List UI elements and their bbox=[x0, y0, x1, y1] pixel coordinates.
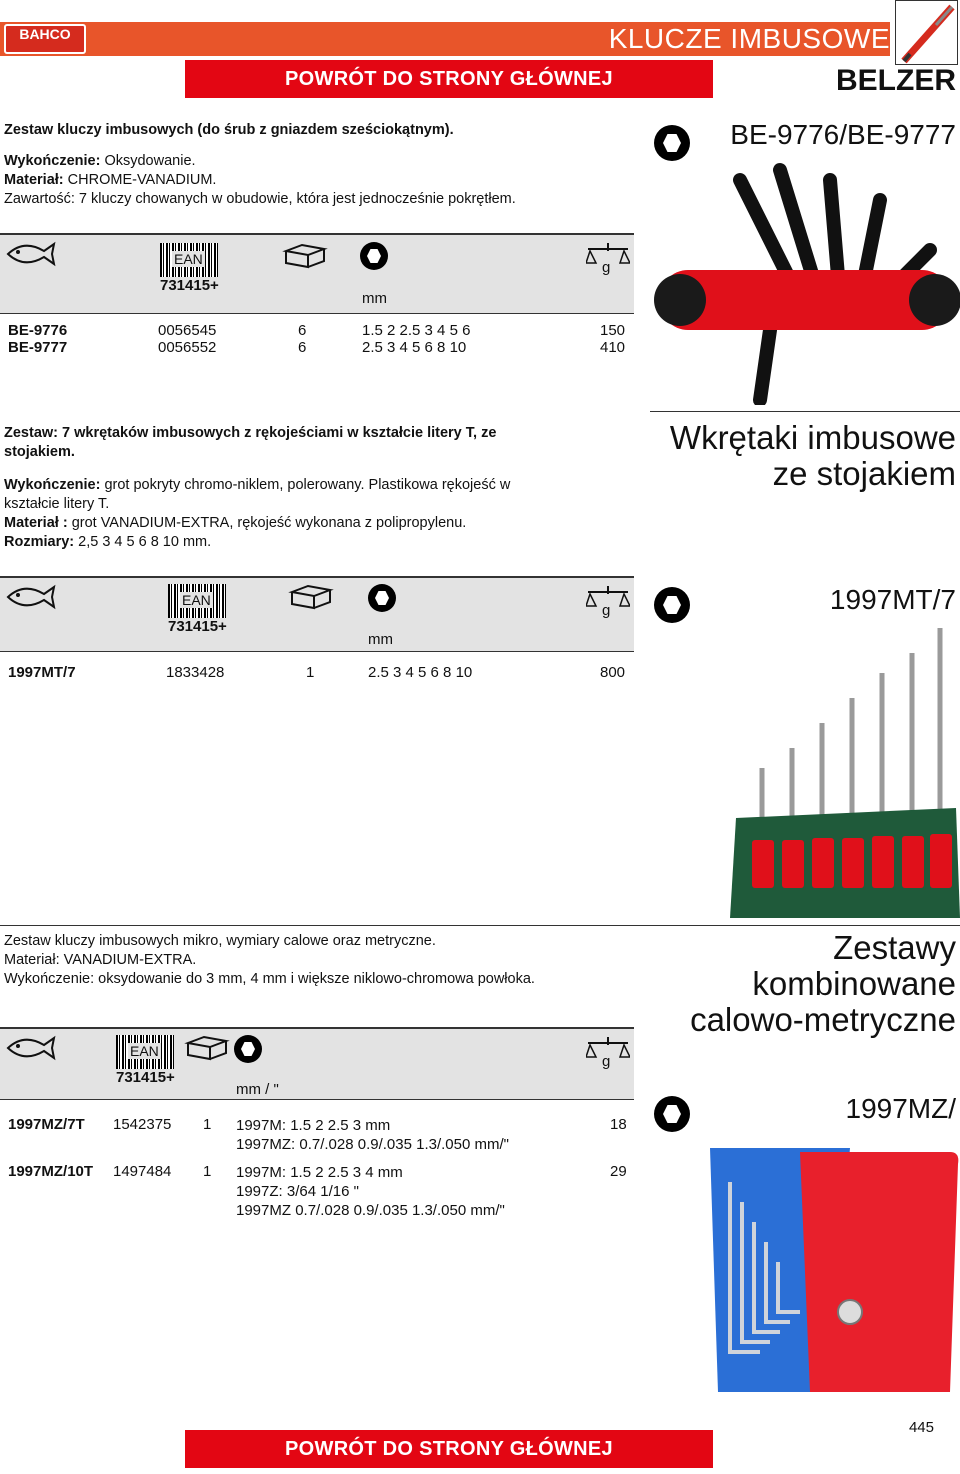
section2-desc: Zestaw: 7 wkrętaków imbusowych z rękojeściami w kształcie litery T, ze stojakiem. Wykończenie: grot pokryty chromo-niklem, polerowany. Plastikowa rękojeść w kształcie litery T. Materiał : grot VANADIUM-EXTRA, rękojeść wykonana z polipropylenu. Rozmiary: 2,5 3 4 5 6 8 10 mm. bbox=[4, 425, 511, 550]
section3-table-header bbox=[0, 1027, 634, 1100]
bahco-logo: BAHCO bbox=[4, 24, 86, 54]
table-row-sizes: 2.5 3 4 5 6 8 10 bbox=[368, 664, 473, 681]
table-row-weight: 29 bbox=[610, 1163, 627, 1180]
table-row-ean: 0056552 bbox=[158, 339, 217, 356]
divider bbox=[0, 925, 960, 926]
section2-title: Wkrętaki imbusowe ze stojakiem bbox=[669, 419, 956, 492]
section3-model: 1997MZ/ bbox=[845, 1093, 956, 1124]
fish-icon bbox=[6, 1035, 56, 1061]
table-row-sizes: 1997M: 1.5 2 2.5 3 mm 1997MZ: 0.7/.028 0.9/.035 1.3/.050 mm/" bbox=[236, 1117, 509, 1153]
section1-desc: Zestaw kluczy imbusowych (do śrub z gniazdem sześciokątnym). Wykończenie: Oksydowanie. Materiał: CHROME-VANADIUM. Zawartość: 7 kluczy chowanych w obudowie, która jest jednocześnie pokrętłem. bbox=[4, 122, 516, 207]
mm-label: mm / " bbox=[236, 1081, 279, 1098]
hex-socket-icon bbox=[654, 125, 690, 161]
hex-icon bbox=[368, 584, 396, 612]
hex-socket-icon bbox=[654, 1096, 690, 1132]
hex-icon bbox=[234, 1035, 262, 1063]
table-row-weight: 18 bbox=[610, 1116, 627, 1133]
category-title: KLUCZE IMBUSOWE bbox=[608, 23, 890, 54]
ean-prefix: 731415+ bbox=[168, 618, 227, 635]
barcode-icon: EAN bbox=[160, 243, 218, 277]
brand-name: BELZER bbox=[836, 64, 956, 97]
page-number: 445 bbox=[908, 1419, 934, 1436]
table-row-qty: 1 bbox=[203, 1163, 212, 1180]
table-row-weight: 150 bbox=[600, 322, 626, 339]
table-row-ean: 1542375 bbox=[113, 1116, 172, 1133]
table-row-sizes: 2.5 3 4 5 6 8 10 bbox=[362, 339, 467, 356]
table-row-qty: 1 bbox=[203, 1116, 212, 1133]
section3-desc: Zestaw kluczy imbusowych mikro, wymiary calowe oraz metryczne. Materiał: VANADIUM-EXTRA. Wykończenie: oksydowanie do 3 mm, 4 mm i większe niklowo-chromowa powłoka. bbox=[4, 933, 535, 987]
table-row-weight: 410 bbox=[600, 339, 626, 356]
table-row-ean: 1833428 bbox=[166, 664, 225, 681]
product-image-t-handle-stand bbox=[726, 618, 960, 918]
table-row-code: 1997MT/7 bbox=[8, 664, 76, 681]
fish-icon bbox=[6, 584, 56, 610]
table-row-ean: 1497484 bbox=[113, 1163, 172, 1180]
g-label: g bbox=[602, 1053, 611, 1070]
package-icon bbox=[184, 1035, 230, 1061]
table-row-code: 1997MZ/7T bbox=[8, 1116, 85, 1133]
table-row-sizes: 1997M: 1.5 2 2.5 3 4 mm 1997Z: 3/64 1/16 " 1997MZ 0.7/.028 0.9/.035 1.3/.050 mm/" bbox=[236, 1164, 505, 1219]
product-image-folding-keys bbox=[650, 160, 960, 405]
section3-title: Zestawy kombinowane calowo-metryczne bbox=[690, 929, 956, 1038]
table-row-qty: 6 bbox=[298, 339, 307, 356]
section1-table-header bbox=[0, 233, 634, 314]
table-row-qty: 6 bbox=[298, 322, 307, 339]
section1-model: BE-9776/BE-9777 bbox=[730, 119, 956, 150]
table-row-weight: 800 bbox=[600, 664, 626, 681]
g-label: g bbox=[602, 602, 611, 619]
back-to-home-button[interactable]: POWRÓT DO STRONY GŁÓWNEJ bbox=[185, 60, 713, 98]
ean-prefix: 731415+ bbox=[160, 277, 219, 294]
table-row-ean: 0056545 bbox=[158, 322, 217, 339]
hex-icon bbox=[360, 242, 388, 270]
mm-label: mm bbox=[362, 290, 387, 307]
barcode-icon: EAN bbox=[116, 1035, 174, 1069]
back-to-home-button[interactable]: POWRÓT DO STRONY GŁÓWNEJ bbox=[185, 1430, 713, 1468]
product-image-combo-set bbox=[700, 1142, 960, 1400]
fish-icon bbox=[6, 241, 56, 267]
table-row-code: 1997MZ/10T bbox=[8, 1163, 94, 1180]
barcode-icon: EAN bbox=[168, 584, 226, 618]
package-icon bbox=[288, 584, 334, 610]
g-label: g bbox=[602, 259, 611, 276]
section2-table-header bbox=[0, 576, 634, 652]
table-row-sizes: 1.5 2 2.5 3 4 5 6 bbox=[362, 322, 471, 339]
hex-socket-icon bbox=[654, 587, 690, 623]
table-row-code: BE-9777 bbox=[8, 339, 68, 356]
divider bbox=[650, 411, 960, 412]
package-icon bbox=[282, 243, 328, 269]
ean-prefix: 731415+ bbox=[116, 1069, 175, 1086]
section2-model: 1997MT/7 bbox=[829, 584, 956, 615]
mm-label: mm bbox=[368, 631, 393, 648]
pen-icon bbox=[895, 0, 958, 65]
table-row-code: BE-9776 bbox=[8, 322, 68, 339]
table-row-qty: 1 bbox=[306, 664, 315, 681]
